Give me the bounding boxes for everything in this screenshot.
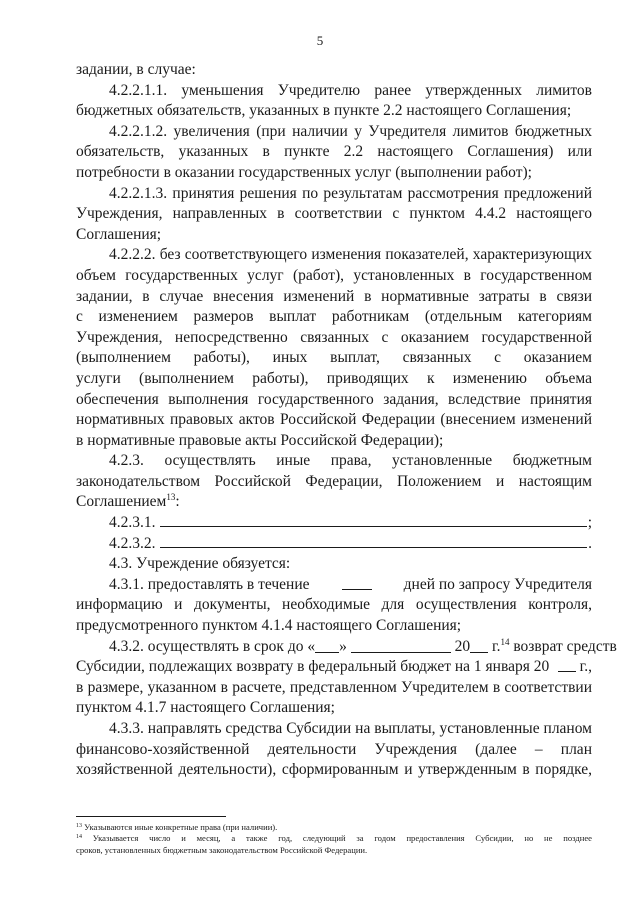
clause-4-2-3: 4.2.3. осуществлять иные права, установленные бюджетным [109,452,592,470]
clause-4-2-2-1-2: 4.2.2.1.2. увеличения (при наличии у Учредителя лимитов бюджетных [109,122,592,140]
clause-4-2-2-1-3: 4.2.2.1.3. принятия решения по результатам рассмотрения предложений [109,184,592,202]
text-line [76,492,592,513]
footnote-ref-14: 14 [500,636,510,647]
text-line: финансово-хозяйственной деятельности Учреждения (далее – план [76,740,592,758]
blank-day [315,638,339,653]
text-line: законодательством Российской Федерации, Положением и настоящим [76,472,592,490]
clause-4-3-1 [76,575,592,596]
clause-number: 4.2.3.1. [109,514,156,532]
text-line: задании, в случае: [76,61,196,78]
text-fragment: 4.3.1. предоставлять в течение [109,575,310,593]
text-line: с изменением размеров выплат работникам (отдельным категориям [76,308,592,326]
text-line: бюджетных обязательств, указанных в пункте 2.2 настоящего Соглашения; [76,102,572,120]
year-prefix: 20 [454,637,471,655]
text-line: Учреждения, непосредственно связанных с оказанием государственной [76,328,592,346]
text-line: Учреждения, направленных в соответствии с пунктом 4.4.2 настоящего [76,205,592,223]
text-fragment: г., [579,658,592,676]
clause-4-2-3-2 [76,534,592,555]
text-line: в нормативные правовые акты Российской Федерации); [76,431,444,449]
text-line: хозяйственной деятельности), сформированным и утвержденным в порядке, [76,761,592,779]
punctuation: ; [587,514,592,532]
footnote-text: Указываются иные конкретные права (при наличии). [82,822,278,832]
text-line: обеспечения выполнения государственного задания, вследствие принятия [76,390,592,408]
text-fragment: : [175,493,180,511]
clause-number: 4.2.3.2. [109,534,156,552]
footnote-text: Указывается число и месяц, а также год, следующий за годом предоставления Субсидии, но не позднее [82,833,592,844]
punctuation: . [588,534,592,552]
blank-days [342,575,372,590]
clause-4-2-2-1-1: 4.2.2.1.1. уменьшения Учредителю ранее утвержденных лимитов [109,81,592,99]
text-line [76,657,592,678]
text-line: Соглашения; [76,225,162,243]
text-line: услуги (выполнением работы), приводящих к изменению объема [76,369,592,387]
blank-year [470,638,488,653]
footnote-14 [76,833,592,844]
blank-year [558,657,576,672]
page-number: 5 [316,33,324,48]
text-line: (выполнением работы), иных выплат, связанных с оказанием [76,349,592,367]
blank-line [160,516,587,527]
footnote-number: 13 [76,823,82,829]
clause-4-3-3: 4.3.3. направлять средства Субсидии на выплаты, установленные планом [109,720,592,737]
document-body [76,60,617,781]
footnote-14-cont: сроков, установленных бюджетным законодательством Российской Федерации. [76,844,368,855]
clause-4-2-3-1 [76,513,592,534]
text-line: информацию и документы, необходимые для осуществления контроля, [76,596,592,614]
footnote-13 [76,822,592,833]
text-line: пунктом 4.1.7 настоящего Соглашения; [76,699,335,717]
blank-month [351,638,451,653]
text-line: объем государственных услуг (работ), установленных в государственном [76,266,592,284]
text-line: предусмотренного пунктом 4.1.4 настоящего Соглашения; [76,617,462,635]
text-line: в размере, указанном в расчете, представленном Учредителем в соответствии [76,678,592,696]
text-fragment: дней по запросу Учредителя [403,575,592,593]
text-fragment: Субсидии, подлежащих возврату в федеральный бюджет на 1 января 20 [76,658,550,676]
text-line: нормативных правовых актов Российской Федерации (внесением изменений [76,411,592,429]
blank-line [160,537,588,548]
clause-4-3-2 [76,636,617,658]
text-fragment: Соглашением [76,493,167,511]
text-fragment: г. [491,637,501,655]
text-line: потребности в оказании государственных услуг (выполнении работ); [76,163,532,181]
footnote-separator [76,816,226,817]
footnote-number: 14 [76,834,82,841]
text-fragment: » [339,637,347,655]
text-line: обязательств, указанных в пункте 2.2 настоящего Соглашения) или [76,143,592,161]
clause-4-3: 4.3. Учреждение обязуется: [109,555,291,573]
text-line: задании, в случае внесения изменений в нормативные затраты в связи [76,287,592,305]
text-fragment: 4.3.2. осуществлять в срок до « [109,637,316,655]
footnotes [76,822,592,856]
footnote-ref-13: 13 [166,492,176,503]
text-fragment: возврат средств [509,637,617,655]
clause-4-2-2-2: 4.2.2.2. без соответствующего изменения показателей, характеризующих [109,246,592,264]
